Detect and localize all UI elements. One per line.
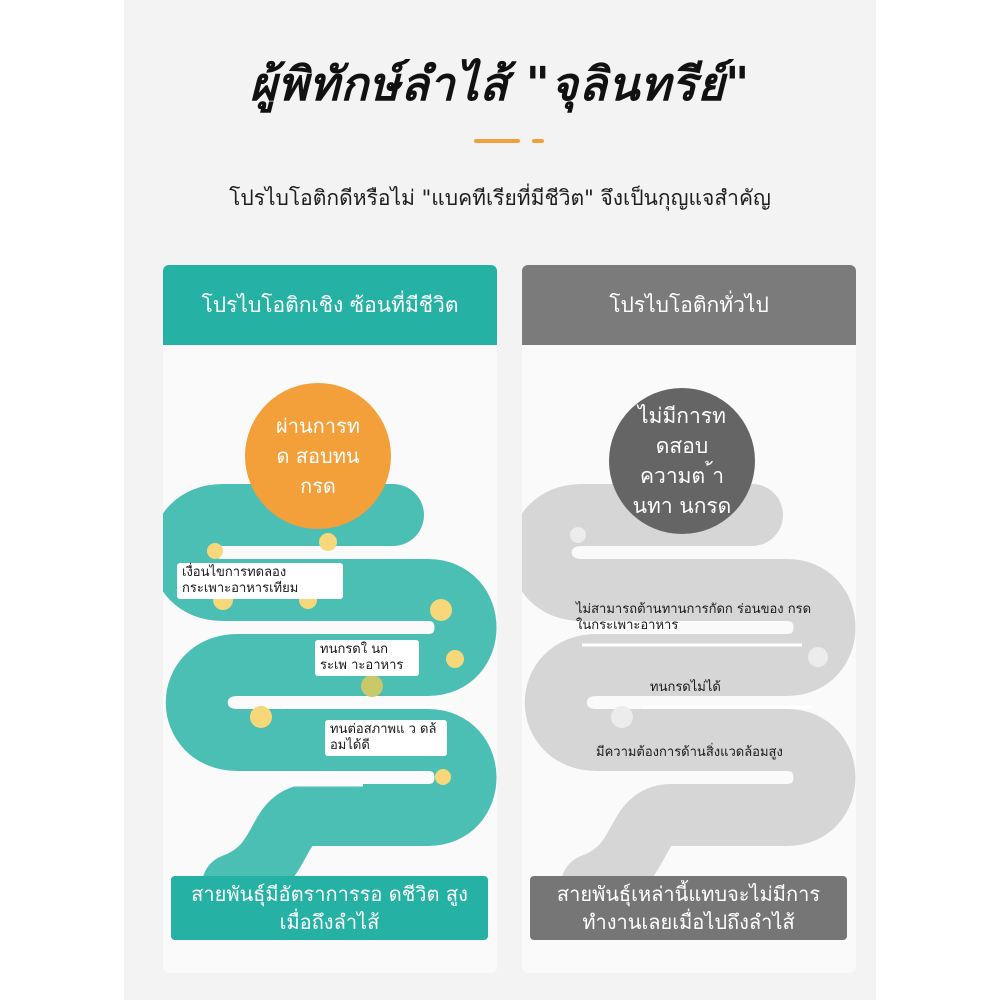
card-header-living-probiotic: โปรไบโอติกเชิง ซ้อนที่มีชีวิต [163,265,497,345]
label-stomach-acid: ทนกรดใ นก ระเพ าะอาหาร [315,640,419,676]
right-summary-banner: สายพันธุ์เหล่านี้แทบจะไม่มีการ ทำงานเลยเมื่อไปถึงลำไส้ [530,876,847,940]
title-underline-long [474,139,520,143]
not-acid-tested-circle: ไม่มีการท ดสอบ ความต ้านทา นกรด [609,388,755,534]
bacteria-dot [250,706,272,728]
title-underline-short [532,139,544,143]
comparison-card-general-probiotic [522,265,856,973]
card-header-general-probiotic: โปรไบโอติกทั่วไป [522,265,856,345]
label-environment-tolerance: ทนต่อสภาพแ ว ดล้อมได้ดี [325,720,447,756]
bacteria-dot [446,650,464,668]
bacteria-dot [430,599,452,621]
label-test-condition: เงื่อนไขการทดลอง กระเพาะอาหารเทียม [177,563,343,599]
label-not-acid-tolerant: ทนกรดไม่ได้ [650,680,721,695]
acid-tested-circle: ผ่านการท ด สอบทนกรด [245,383,391,529]
bacteria-dot [808,647,828,667]
intestine-ribbon [541,515,825,885]
left-summary-banner: สายพันธุ์มีอัตราการรอ ดชีวิต สูงเมื่อถึงลำไส้ [171,876,488,940]
page-subtitle: โปรไบโอติกดีหรือไม่ "แบคทีเรียที่มีชีวิต" จึงเป็นกุญแจสำคัญ [229,186,771,210]
page-title: ผู้พิทักษ์ลำไส้ "จุลินทรีย์" [249,57,751,111]
bacteria-dot [435,769,451,785]
bacteria-dot [319,533,337,551]
infographic-page [124,0,876,1000]
bacteria-dot [361,675,383,697]
comparison-card-living-probiotic [163,265,497,973]
label-high-environment-requirement: มีความต้องการด้านสิ่งแวดล้อมสูง [596,745,783,760]
bacteria-dot [611,706,633,728]
bacteria-dot [207,543,223,559]
label-cannot-resist-acid: ไม่สามารถต้านทานการกัดก ร่อนของ กรดในกระเพาะอาหาร [576,602,812,633]
bacteria-dot [570,527,586,543]
